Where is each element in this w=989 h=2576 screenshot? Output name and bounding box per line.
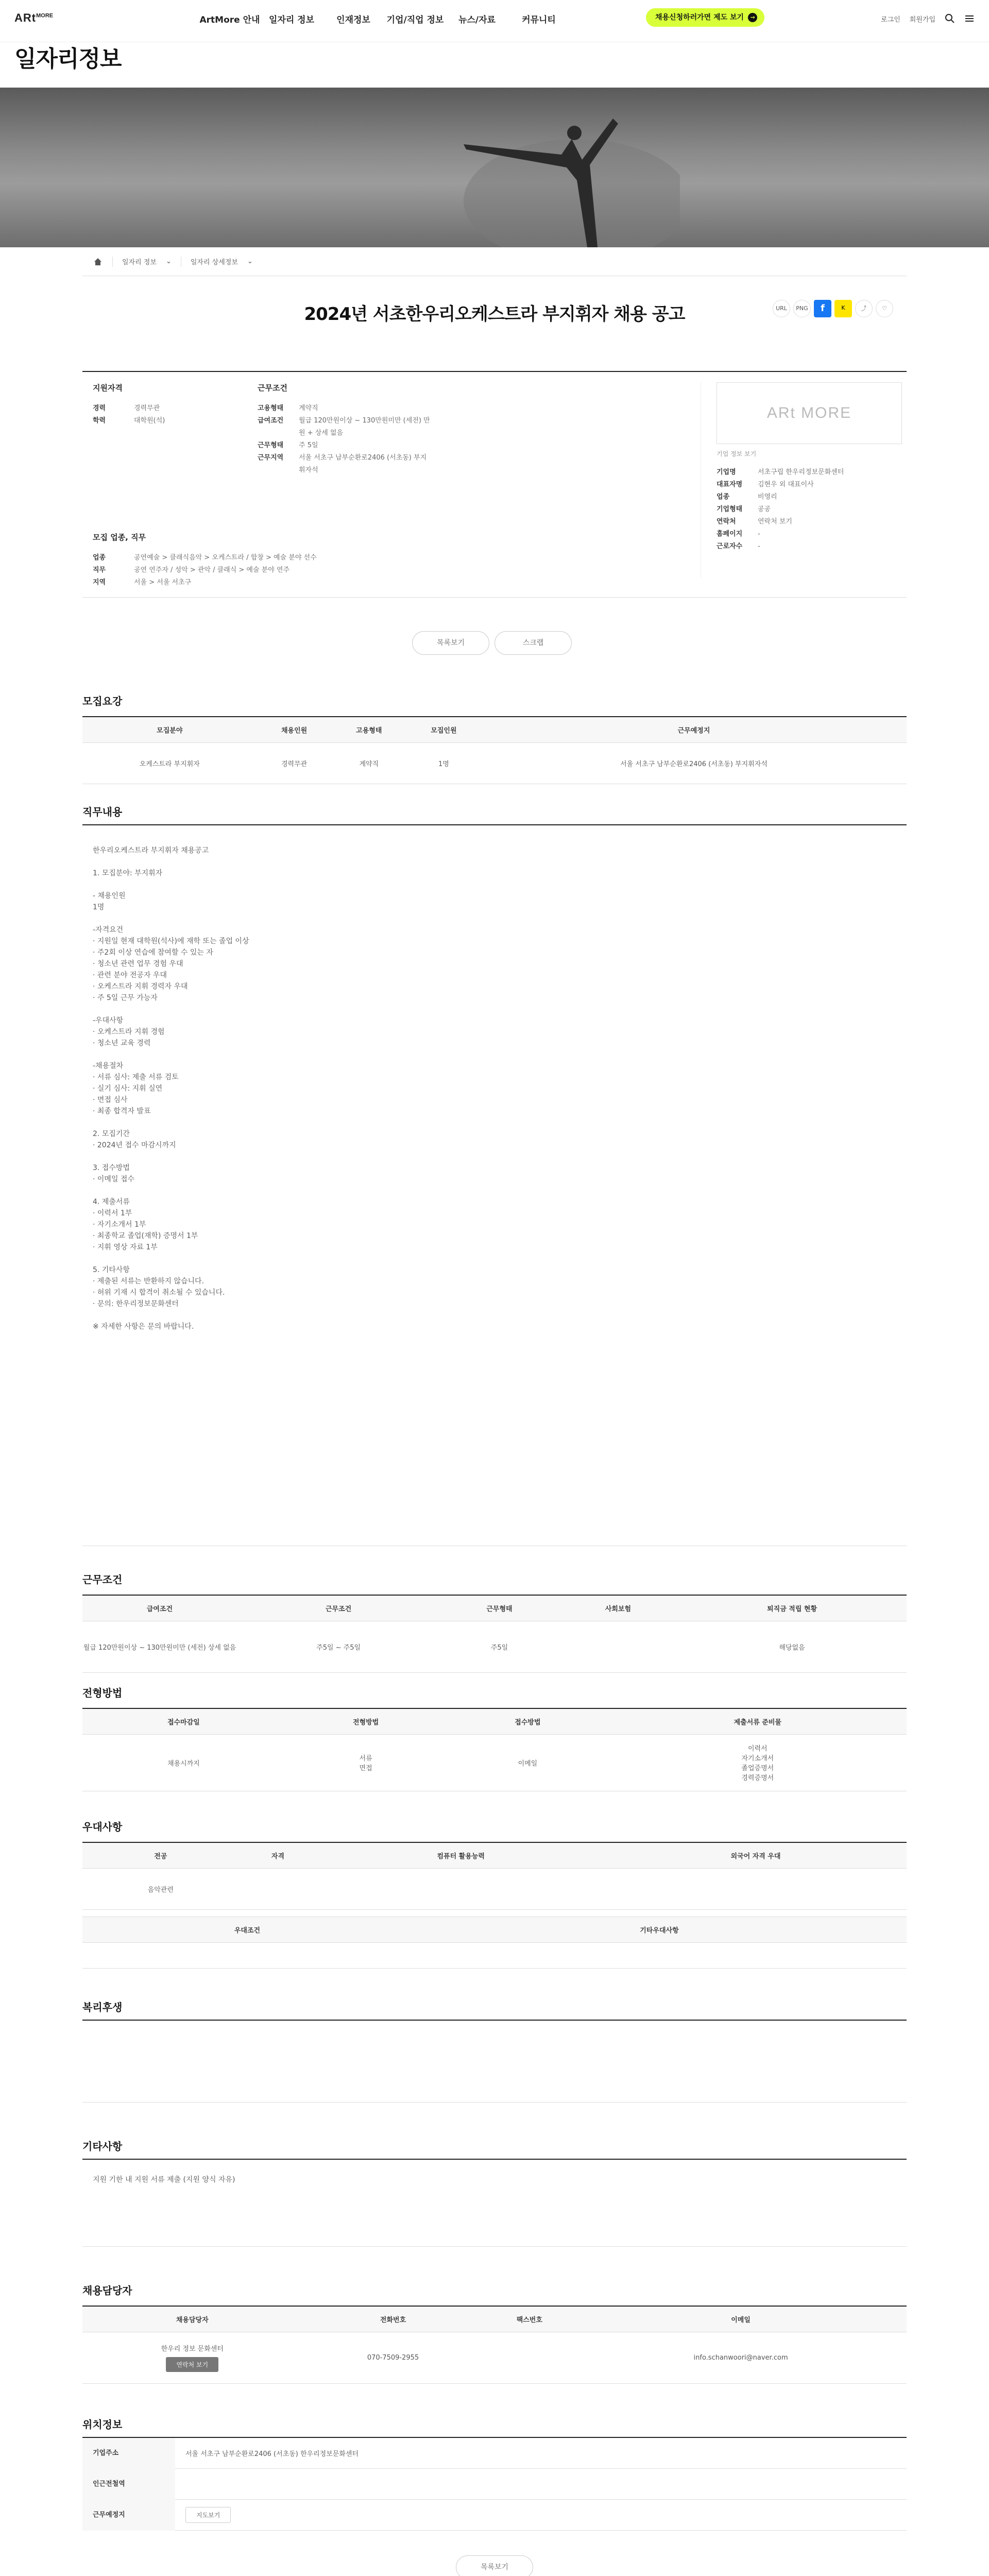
table-header: 컴퓨터 활용능력: [317, 1842, 605, 1868]
hire-info-button[interactable]: [646, 8, 764, 27]
field-value: 서울 > 서울 서초구: [134, 579, 192, 586]
url-share-button[interactable]: URL: [773, 300, 790, 317]
table-header: 모집인원: [406, 717, 481, 742]
field-value: 경력무관: [134, 404, 160, 412]
field-label: 대표자명: [717, 481, 743, 488]
field-label: 기업형태: [717, 505, 743, 513]
table-row: [82, 1621, 907, 1672]
company-info-link[interactable]: 기업 정보 보기: [717, 450, 757, 457]
nav-item-community[interactable]: 커뮤니티: [522, 15, 556, 25]
benefits-title: 복리후생: [82, 2001, 123, 2013]
logo-sup: MORE: [36, 12, 54, 19]
nav-item-talent[interactable]: 인재정보: [336, 15, 370, 25]
table-row: [82, 742, 907, 784]
field-label: 학력: [93, 417, 106, 425]
job-desc-text: 한우리오케스트라 부지휘자 채용공고 1. 모집분야: 부지휘자 - 채용인원 1명 -자격요건 · 지원일 현재 대학원(석사)에 재학 또는 졸업 이상 · 주2회 이상 연습에 참여할 수 있는 자 · 청소년 관련 업무 경험 우대 · 관련 분야 전공자 우대 · 오케스트라 지휘 경력자 우대 · 주 5일 근무 가능자 -우대사항 · 오케스트라 지휘 경험 · 청소년 교육 경력 -채용절차 · 서류 심사: 제출 서류 검토 · 실기 심사: 지휘 실연 · 면접 심사 · 최종 합격자 발표 2. 모집기간 · 2024년 접수 마감시까지 3. 접수방법 · 이메일 접수 4. 제출서류 · 이력서 1부 · 자기소개서 1부 · 최종학교 졸업(재학) 증명서 1부 · 지휘 영상 자료 1부 5. 기타사항 · 제출된 서류는 반환하지 않습니다. · 허위 기재 시 합격이 취소될 수 있습니다. · 문의: 한우리정보문화센터 ※ 자세한 사항은 문의 바랍니다.: [93, 846, 249, 1331]
hero-image: [0, 88, 989, 247]
dancer-image: [443, 98, 680, 247]
region-heading: 모집 업종, 직무: [93, 533, 146, 542]
location-row: [82, 2500, 907, 2531]
field-value: 비영리: [758, 493, 777, 501]
location-rows: [82, 2438, 907, 2531]
kakao-icon[interactable]: K: [834, 300, 852, 317]
field-value: 대학원(석): [134, 417, 165, 425]
table-header: 자격: [239, 1842, 317, 1868]
contact-name: 한우리 정보 문화센터: [161, 2345, 224, 2353]
breadcrumb-item-detail[interactable]: 일자리 상세정보: [190, 259, 238, 266]
site-logo[interactable]: [14, 11, 53, 25]
signup-link[interactable]: 회원가입: [909, 15, 935, 24]
chevron-down-icon[interactable]: ⌄: [247, 258, 253, 265]
section-divider: [82, 2246, 907, 2247]
etc-text: 지원 기한 내 지원 서류 제출 (지원 양식 자유): [93, 2176, 235, 2184]
table-cell: 계약직: [332, 742, 406, 784]
field-label: 급여조건: [258, 417, 284, 425]
location-row: [82, 2438, 907, 2469]
preference-table-2: [82, 1917, 907, 1969]
company-row: [717, 540, 896, 553]
logo-text: ARt: [14, 11, 37, 24]
show-contact-button[interactable]: 연락처 보기: [166, 2357, 218, 2372]
field-label: 연락처: [717, 518, 736, 526]
section-divider: [82, 824, 907, 825]
region-row: [93, 577, 505, 589]
preference-table: [82, 1842, 907, 1910]
table-header: 접수마감일: [82, 1708, 285, 1734]
field-value: 서울 서초구 남부순환로2406 (서초동) 한우리정보문화센터: [185, 2450, 359, 2458]
breadcrumb: [82, 247, 907, 276]
page-heading: 일자리정보: [14, 46, 122, 72]
table-header: 외국어 자격 우대: [605, 1842, 907, 1868]
work-cond-title: 근무조건: [82, 1573, 123, 1586]
table-cell: 경력무관: [257, 742, 332, 784]
table-header: 기타우대사항: [412, 1917, 907, 1943]
recruit-section-title: 모집요강: [82, 695, 123, 707]
field-value: 공연 연주자 / 성악 > 관악 / 클래식 > 예술 분야 연주: [134, 566, 290, 574]
contact-table: [82, 2306, 907, 2384]
table-header: 전형방법: [285, 1708, 447, 1734]
field-value: 월급 120만원이상 ~ 130만원미만 (세전) 만원 + 상세 없음: [299, 417, 430, 437]
main-nav: [199, 12, 570, 25]
map-button[interactable]: 지도보기: [185, 2507, 231, 2523]
table-header-row: [82, 1917, 907, 1943]
util-menu: [881, 13, 975, 24]
site-header: [0, 0, 989, 42]
login-link[interactable]: 로그인: [881, 15, 900, 24]
table-header-row: [82, 717, 907, 742]
table-header: 근무형태: [440, 1595, 558, 1621]
field-label: 근무형태: [258, 442, 284, 449]
table-header: 제출서류 준비물: [609, 1708, 907, 1734]
table-cell: 이메일: [447, 1734, 608, 1791]
field-value: -: [758, 530, 760, 538]
table-cell: 월급 120만원이상 ~ 130만원미만 (세전) 상세 없음: [82, 1621, 237, 1672]
field-value: 계약직: [299, 404, 318, 412]
table-header-row: [82, 1708, 907, 1734]
table-header: 근무예정지: [481, 717, 907, 742]
table-header: 우대조건: [82, 1917, 412, 1943]
table-cell: 해당없음: [677, 1621, 907, 1672]
company-row: [717, 491, 896, 503]
contact-title: 채용담당자: [82, 2284, 132, 2297]
field-value: 서울 서초구 남부순환로2406 (서초동) 부지휘자석: [299, 454, 427, 474]
hire-button-label: 채용신청하러가면 제도 보기: [655, 13, 744, 22]
table-header: 팩스번호: [484, 2306, 575, 2332]
apply-method-table: [82, 1708, 907, 1791]
field-label: 근로자수: [717, 543, 743, 550]
field-value[interactable]: 연락처 보기: [758, 518, 792, 526]
home-icon[interactable]: [93, 257, 103, 267]
table-cell: 1명: [406, 742, 481, 784]
table-header: 퇴직금 적립 현황: [677, 1595, 907, 1621]
condition-row: [258, 415, 443, 439]
chevron-down-icon[interactable]: ⌄: [165, 258, 172, 265]
field-value: 주 5일: [299, 442, 318, 449]
table-header: 사회보험: [559, 1595, 677, 1621]
condition-row: [258, 452, 443, 477]
table-header: 채용인원: [257, 717, 332, 742]
list-button[interactable]: 목록보기: [412, 631, 489, 655]
field-label: 홈페이지: [717, 530, 743, 538]
work-cond-table: [82, 1595, 907, 1673]
table-cell: 음악관련: [82, 1868, 239, 1909]
table-header: 전화번호: [302, 2306, 484, 2332]
table-cell[interactable]: info.schanwoori@naver.com: [575, 2332, 907, 2383]
section-divider: [82, 2102, 907, 2103]
etc-title: 기타사항: [82, 2140, 123, 2153]
breadcrumb-item-jobs[interactable]: 일자리 정보: [122, 259, 157, 266]
scrap-button[interactable]: 스크랩: [494, 631, 572, 655]
table-header: 고용형태: [332, 717, 406, 742]
field-label: 업종: [93, 554, 106, 562]
field-value: 김현우 외 대표이사: [758, 481, 814, 488]
table-header: 급여조건: [82, 1595, 237, 1621]
table-header: 근무조건: [237, 1595, 440, 1621]
list-button[interactable]: 목록보기: [456, 2555, 533, 2576]
table-cell: [239, 1868, 317, 1909]
condition-row: [258, 402, 443, 415]
field-label: 직무: [93, 566, 106, 574]
condition-block: [258, 382, 443, 477]
apply-method-title: 전형방법: [82, 1687, 123, 1699]
recruit-table: [82, 716, 907, 784]
company-row: [717, 466, 896, 479]
field-label: 업종: [717, 493, 730, 501]
table-header: 이메일: [575, 2306, 907, 2332]
field-value: 공연예술 > 클래식음악 > 오케스트라 / 합창 > 예술 분야 선수: [134, 554, 317, 562]
table-header-row: [82, 1595, 907, 1621]
field-value: -: [758, 543, 760, 550]
table-cell: [317, 1868, 605, 1909]
field-value: 서초구립 한우리정보문화센터: [758, 468, 844, 476]
field-label: 근무예정지: [82, 2500, 175, 2531]
table-header-row: [82, 1842, 907, 1868]
field-label: 고용형태: [258, 404, 284, 412]
company-logo: ARt MORE: [717, 382, 902, 444]
field-label: 기업주소: [82, 2438, 175, 2469]
nav-item-jobs[interactable]: 일자리 정보: [268, 15, 315, 25]
location-row: [82, 2469, 907, 2500]
breadcrumb-divider: [112, 257, 113, 267]
company-row: [717, 479, 896, 491]
region-block: [93, 532, 505, 589]
table-header: 모집분야: [82, 717, 257, 742]
field-value: 공공: [758, 505, 771, 513]
table-cell: 서울 서초구 남부순환로2406 (서초동) 부지휘자석: [481, 742, 907, 784]
summary-actions: [412, 631, 572, 655]
table-row: [82, 1734, 907, 1791]
share-icon[interactable]: ⤴: [855, 300, 873, 317]
field-label: 기업명: [717, 468, 736, 476]
table-cell: 주5일: [440, 1621, 558, 1672]
condition-heading: 근무조건: [258, 383, 287, 393]
table-cell: 070-7509-2955: [302, 2332, 484, 2383]
qualification-row: [93, 415, 247, 427]
table-row: [82, 1868, 907, 1909]
qualification-row: [93, 402, 247, 415]
menu-icon[interactable]: [964, 13, 975, 24]
field-label: 근무지역: [258, 454, 284, 462]
company-row: [717, 503, 896, 516]
preference-title: 우대사항: [82, 1821, 123, 1833]
qualification-heading: 지원자격: [93, 383, 123, 393]
job-summary: [82, 371, 907, 598]
post-title: 2024년 서초한우리오케스트라 부지휘자 채용 공고: [304, 304, 685, 325]
company-row: [717, 528, 896, 540]
facebook-icon[interactable]: f: [814, 300, 831, 317]
table-header: 채용담당자: [82, 2306, 302, 2332]
region-row: [93, 564, 505, 577]
condition-row: [258, 439, 443, 452]
table-cell: 주5일 ~ 주5일: [237, 1621, 440, 1672]
nav-item-company[interactable]: 기업/직업 정보: [386, 15, 444, 25]
table-header: 전공: [82, 1842, 239, 1868]
location-title: 위치정보: [82, 2418, 123, 2431]
field-label: 인근전철역: [82, 2469, 175, 2500]
share-buttons: [773, 300, 893, 317]
field-label: 지역: [93, 579, 106, 586]
table-cell: 이력서 자기소개서 졸업증명서 경력증명서: [609, 1734, 907, 1791]
table-cell: 서류 면접: [285, 1734, 447, 1791]
arrow-right-icon: →: [748, 13, 757, 22]
nav-item-about[interactable]: ArtMore 안내: [199, 15, 260, 25]
table-cell: [605, 1868, 907, 1909]
table-row: [82, 2332, 907, 2383]
table-cell: 오케스트라 부지휘자: [82, 742, 257, 784]
qualification-block: [93, 382, 247, 427]
heart-icon[interactable]: ♡: [876, 300, 893, 317]
table-cell: [82, 2332, 302, 2383]
company-row: [717, 516, 896, 528]
field-label: 경력: [93, 404, 106, 412]
table-cell: [484, 2332, 575, 2383]
table-cell: [412, 1943, 907, 1969]
region-row: [93, 552, 505, 564]
table-header: 접수방법: [447, 1708, 608, 1734]
table-cell: [559, 1621, 677, 1672]
table-cell: 채용시까지: [82, 1734, 285, 1791]
section-divider: [82, 2020, 907, 2021]
job-desc-title: 직무내용: [82, 806, 123, 818]
company-card: [701, 382, 896, 578]
nav-item-news[interactable]: 뉴스/자료: [458, 15, 496, 25]
section-divider: [82, 2159, 907, 2160]
table-header-row: [82, 2306, 907, 2332]
table-cell: [82, 1943, 412, 1969]
png-share-button[interactable]: PNG: [793, 300, 811, 317]
search-icon[interactable]: [945, 13, 955, 24]
table-row: [82, 1943, 907, 1969]
